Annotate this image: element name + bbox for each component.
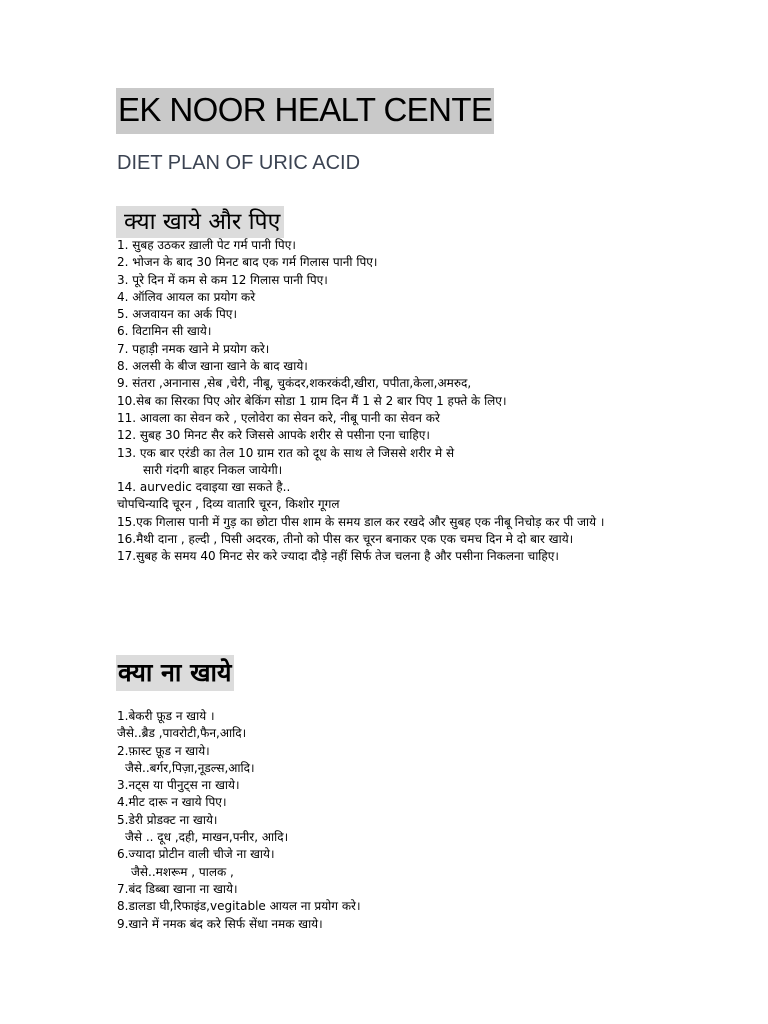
list-item: 14. aurvedic दवाइया खा सकते है.. — [117, 480, 291, 495]
list-item: 1. सुबह उठकर ख़ाली पेट गर्म पानी पिए। — [117, 238, 296, 252]
list-item-example: जैसे..बर्गर,पिज़ा,नूडल्स,आदि। — [125, 760, 255, 775]
list-item: 11. आवला का सेवन करे , एलोवेरा का सेवन करे, नीबू पानी का सेवन करे — [117, 410, 440, 425]
list-item: 15.एक गिलास पानी में गुड़ का छोटा पीस शाम के समय डाल कर रखदे और सुबह एक नीबू निचोड़ कर पी जाये । — [117, 514, 605, 529]
list-item: 8.डालडा घी,रिफाइंड,vegitable आयल ना प्रयोग करे। — [117, 899, 361, 914]
list-item: 3.नट्स या पीनुट्स ना खाये। — [117, 778, 240, 793]
list-item: 10.सेब का सिरका पिए ओर बेकिंग सोडा 1 ग्राम दिन मैं 1 से 2 बार पिए 1 हफ्ते के लिए। — [117, 393, 507, 408]
list-item-example: जैसे .. दूध ,दही, माखन,पनीर, आदि। — [125, 830, 289, 845]
list-item-example: जैसे..मशरूम , पालक , — [131, 864, 234, 879]
list-item: 13. एक बार एरंडी का तेल 10 ग्राम रात को दूध के साथ ले जिससे शरीर मे से — [117, 445, 455, 460]
document-title: EK NOOR HEALT CENTE — [116, 88, 494, 134]
list-item: 8. अलसी के बीज खाना खाने के बाद खाये। — [117, 359, 308, 374]
avoid-list — [117, 708, 653, 933]
eat-list — [117, 237, 653, 566]
list-item: 3. पूरे दिन में कम से कम 12 गिलास पानी पिए। — [117, 272, 328, 287]
list-item: 7. पहाड़ी नमक खाने मे प्रयोग करे। — [117, 341, 270, 356]
list-item: 4.मीट दारू न खाये पिए। — [117, 795, 227, 810]
list-item: चोपचिन्यादि चूरन , दिव्य वातारि चूरन, किशोर गूगल — [117, 497, 340, 512]
list-item: 17.सुबह के समय 40 मिनट सेर करे ज्यादा दौड़े नहीं सिर्फ तेज चलना है और पसीना निकलना चाहिए। — [117, 549, 559, 564]
list-item: 16.मैथी दाना , हल्दी , पिसी अदरक, तीनो को पीस कर चूरन बनाकर एक एक चमच दिन मे दो बार खाये। — [117, 532, 574, 547]
list-item: 4. ऑलिव आयल का प्रयोग करे — [117, 289, 256, 304]
list-item-example: जैसे..ब्रैड ,पावरोटी,फैन,आदि। — [117, 726, 247, 741]
list-item: 5.डेरी प्रोडक्ट ना खाये। — [117, 812, 218, 827]
list-item: 5. अजवायन का अर्क पिए। — [117, 307, 237, 322]
list-item: 2. भोजन के बाद 30 मिनट बाद एक गर्म गिलास पानी पिए। — [117, 255, 378, 270]
list-item: 6. विटामिन सी खाये। — [117, 324, 212, 339]
list-item: 9.खाने में नमक बंद करे सिर्फ सेंधा नमक खाये। — [117, 916, 323, 931]
list-item-continuation: सारी गंदगी बाहर निकल जायेगी। — [143, 462, 283, 477]
document-subtitle: DIET PLAN OF URIC ACID — [117, 152, 361, 174]
list-item: 1.बेकरी फ़ूड न खाये । — [117, 709, 215, 723]
list-item: 9. संतरा ,अनानास ,सेब ,चेरी, नीबू, चुकंदर,शकरकंदी,खीरा, पपीता,केला,अमरुद, — [117, 376, 472, 391]
section-heading-avoid: क्या ना खाये — [116, 655, 234, 691]
section-heading-eat: क्या खाये और पिए — [116, 206, 284, 238]
list-item: 2.फ़ास्ट फ़ूड न खाये। — [117, 743, 210, 758]
list-item: 12. सुबह 30 मिनट सैर करे जिससे आपके शरीर से पसीना एना चाहिए। — [117, 428, 430, 443]
list-item: 7.बंद डिब्बा खाना ना खाये। — [117, 881, 238, 896]
list-item: 6.ज्यादा प्रोटीन वाली चीजे ना खाये। — [117, 847, 275, 862]
